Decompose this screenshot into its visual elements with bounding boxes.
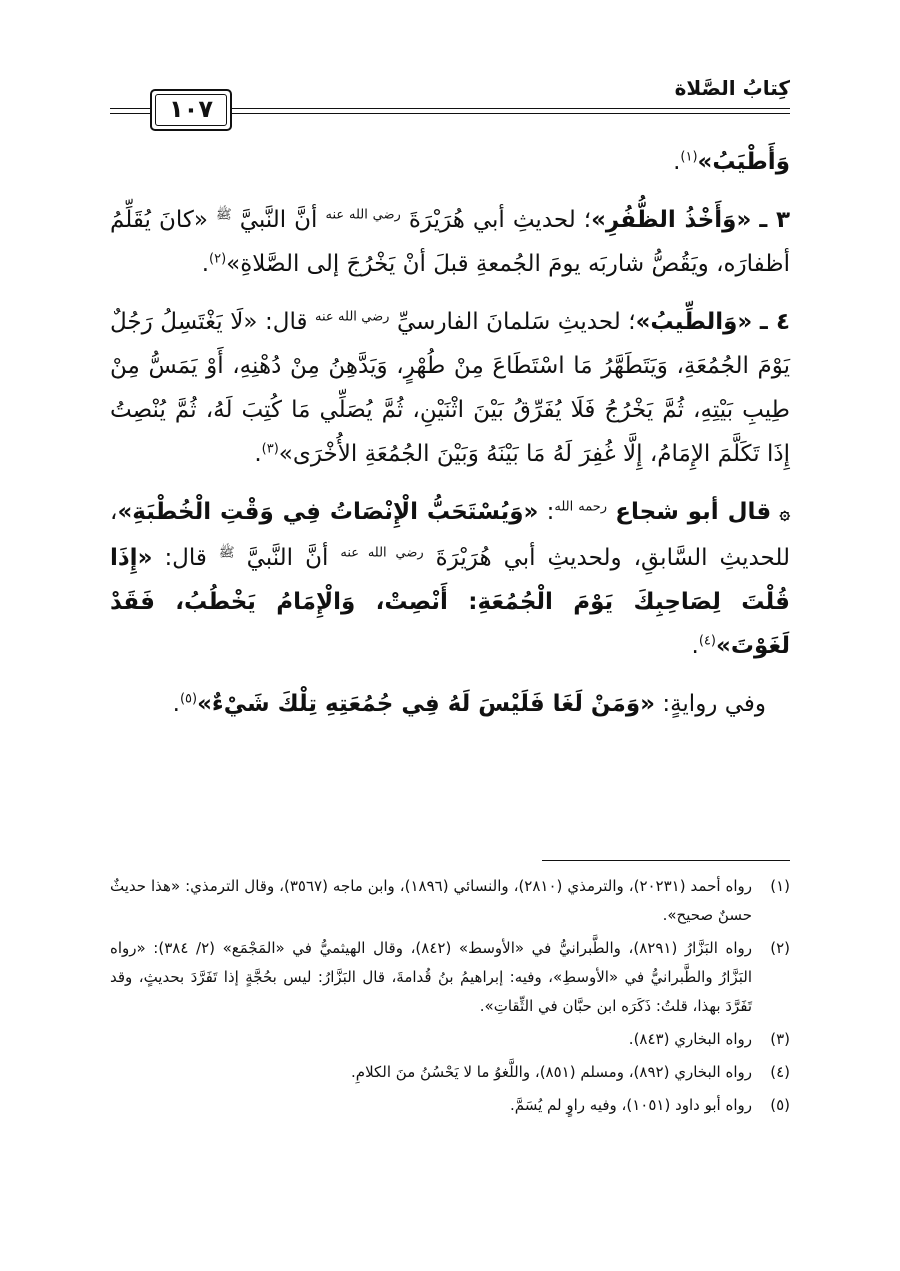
footnote-number: (٣) — [770, 1030, 790, 1048]
footnote-divider — [542, 860, 790, 861]
page-number: ١٠٧ — [169, 95, 213, 123]
period: . — [201, 251, 210, 277]
item-heading: «وَالطِّيبُ» — [635, 309, 753, 335]
book-title: كِتابُ الصَّلاة — [674, 76, 790, 100]
author-heading: قال أبو شجاع — [615, 499, 772, 525]
page-header — [110, 72, 790, 132]
main-text — [110, 140, 790, 740]
paragraph-item-3 — [110, 198, 790, 286]
period: . — [691, 633, 699, 659]
text: ؛ لحديثِ سَلمانَ الفارسيِّ — [397, 309, 636, 335]
footnote-text: رواه أحمد (٢٠٢٣١)، والترمذي (٢٨١٠)، والنسائي (١٨٩٦)، وابن ماجه (٣٥٦٧)، وقال الترمذي: «هذا حديثٌ حسنٌ صحيح». — [110, 877, 753, 924]
footnote-ref-4[interactable]: (٤) — [698, 633, 716, 649]
footnote-number: (٥) — [770, 1096, 790, 1114]
footnote-text: رواه البَزَّارُ (٨٢٩١)، والطَّبرانيُّ في «الأوسط» (٨٤٢)، وقال الهيثميُّ في «المَجْمَع» (٢/ ٣٨٤): «رواه البَزَّارُ والطَّبرانيُّ في «الأوسطِ»، وفيه: إبراهيمُ بنُ قُدامةَ، قال البَزَّارُ: ليس بحُجَّةٍ إذا تَفَرَّدَ بحديثٍ، وقد تَفَرَّدَ بهذا، قلتُ: ذَكَرَه ابن حبَّان في الثِّقاتِ». — [110, 939, 752, 1015]
footnote-ref-2[interactable]: (٢) — [209, 251, 227, 267]
matn-quote: «وَيُسْتَحَبُّ الْإِنْصَاتُ فِي وَقْتِ الْخُطْبَةِ» — [117, 499, 539, 525]
text: أنَّ النَّبيَّ — [239, 207, 318, 233]
honorific-glyph: ﷺ — [218, 545, 235, 561]
footnote-number: (٢) — [770, 939, 790, 957]
period: . — [673, 149, 681, 175]
period: . — [254, 441, 262, 467]
honorific-glyph: رضي الله عنه — [315, 309, 390, 325]
footnote-text: رواه أبو داود (١٠٥١)، وفيه راوٍ لم يُسَمَّ. — [509, 1096, 752, 1114]
hadith-text: «إِذَا قُلْتَ لِصَاحِبِكَ يَوْمَ الْجُمُعَةِ: أَنْصِتْ، وَالْإِمَامُ يَخْطُبُ، فَقَدْ لَغَوْتَ» — [110, 545, 790, 659]
footnote-1 — [110, 872, 790, 930]
footnote-number: (١) — [770, 877, 790, 895]
footnote-2 — [110, 934, 790, 1021]
section-marker-icon: ۞ — [779, 503, 790, 524]
text: أنَّ النَّبيَّ — [246, 545, 329, 571]
text: ؛ لحديثِ أبي هُرَيْرَةَ — [408, 207, 592, 233]
paragraph-abu-shuja — [110, 490, 790, 668]
footnote-text: رواه البخاري (٨٤٣). — [628, 1030, 752, 1048]
honorific-glyph: رضي الله عنه — [340, 545, 424, 561]
text: قال: — [164, 545, 207, 571]
text: وفي روايةٍ: — [662, 691, 766, 717]
footnote-5 — [110, 1091, 790, 1120]
paragraph-riwaya — [110, 682, 790, 726]
honorific-glyph: رحمه الله — [554, 499, 608, 515]
paragraph-item-4 — [110, 300, 790, 476]
text: ، للحديثِ السَّابقِ، ولحديثِ أبي هُرَيْرَةَ — [110, 499, 791, 571]
honorific-glyph: رضي الله عنه — [325, 207, 401, 223]
honorific-glyph: ﷺ — [215, 207, 232, 223]
hadith-text: «كانَ يُقَلِّمُ أظفارَه، ويَقُصُّ شاربَه يومَ الجُمعةِ قبلَ أنْ يَخْرُجَ إلى الصَّلاةِ» — [110, 207, 790, 277]
footnote-ref-5[interactable]: (٥) — [179, 691, 198, 707]
paragraph-0 — [110, 140, 790, 184]
hadith-text: قال: «لَا يَغْتَسِلُ رَجُلٌ يَوْمَ الجُمُعَةِ، وَيَتَطَهَّرُ مَا اسْتَطَاعَ مِنْ طُهْرٍ، وَيَدَّهِنُ مِنْ دُهْنِهِ، أَوْ يَمَسُّ مِنْ طِيبِ بَيْتِهِ، ثُمَّ يَخْرُجُ فَلَا يُفَرِّقُ بَيْنَ اثْنَيْنِ، ثُمَّ يُصَلِّي مَا كُتِبَ لَهُ، ثُمَّ يُنْصِتُ إِذَا تَكَلَّمَ الإِمَامُ، إِلَّا غُفِرَ لَهُ مَا بَيْنَهُ وَبَيْنَ الجُمُعَةِ الأُخْرَى» — [110, 309, 790, 467]
page-number-frame — [150, 89, 232, 131]
footnotes — [110, 872, 790, 1124]
footnote-ref-3[interactable]: (٣) — [261, 441, 279, 457]
footnote-text: رواه البخاري (٨٩٢)، ومسلم (٨٥١)، واللَّغوُ ما لا يَحْسُنُ منَ الكلامِ. — [351, 1063, 752, 1081]
footnote-3 — [110, 1025, 790, 1054]
footnote-number: (٤) — [770, 1063, 790, 1081]
footnote-ref-1[interactable]: (١) — [680, 149, 698, 165]
period: . — [172, 691, 180, 717]
hadith-text: «وَمَنْ لَغَا فَلَيْسَ لَهُ فِي جُمُعَتِهِ تِلْكَ شَيْءٌ» — [197, 691, 656, 717]
footnote-4 — [110, 1058, 790, 1087]
item-heading: «وَأَخْذُ الظُّفُرِ» — [591, 207, 752, 233]
colon: : — [546, 499, 555, 525]
item-number: ٣ ـ — [759, 207, 791, 233]
quote-continuation: وَأَطْيَبُ» — [697, 149, 790, 175]
item-number: ٤ ـ — [759, 309, 790, 335]
